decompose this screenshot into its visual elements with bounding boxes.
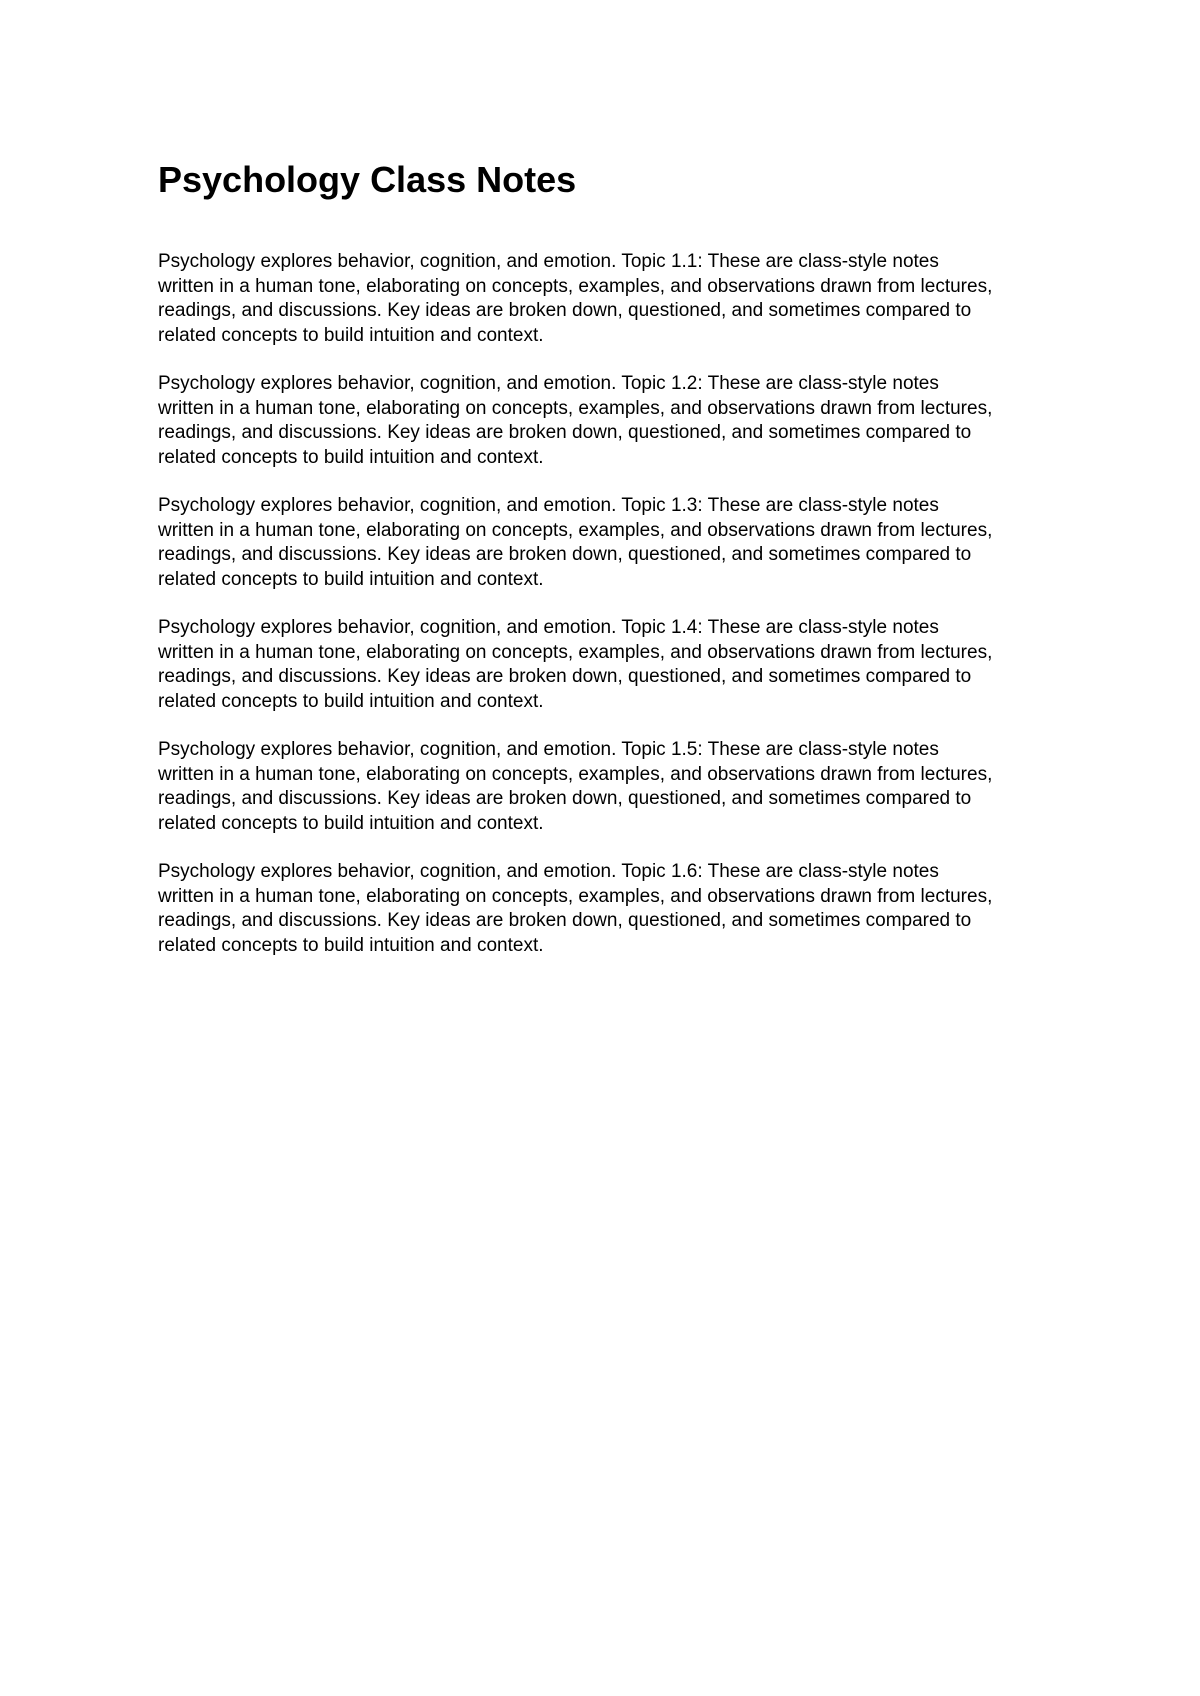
- paragraph-line: Psychology explores behavior, cognition, and emotion. Topic 1.4: These are class-style notes: [158, 617, 939, 638]
- paragraph-line: related concepts to build intuition and context.: [158, 812, 544, 834]
- paragraph-line: Psychology explores behavior, cognition, and emotion. Topic 1.1: These are class-style notes: [158, 251, 939, 272]
- paragraph-line: written in a human tone, elaborating on concepts, examples, and observations drawn from lectures,: [158, 641, 993, 663]
- note-paragraph-1-1: [158, 250, 1058, 348]
- paragraph-line: written in a human tone, elaborating on concepts, examples, and observations drawn from lectures,: [158, 519, 993, 541]
- note-paragraph-1-5: [158, 738, 1058, 836]
- paragraph-line: readings, and discussions. Key ideas are broken down, questioned, and sometimes compared to: [158, 300, 972, 321]
- paragraph-line: readings, and discussions. Key ideas are broken down, questioned, and sometimes compared to: [158, 910, 972, 931]
- paragraph-line: related concepts to build intuition and context.: [158, 568, 544, 590]
- paragraph-line: written in a human tone, elaborating on concepts, examples, and observations drawn from lectures,: [158, 275, 993, 297]
- note-paragraph-1-3: [158, 494, 1058, 592]
- paragraph-line: readings, and discussions. Key ideas are broken down, questioned, and sometimes compared to: [158, 544, 972, 565]
- paragraph-line: related concepts to build intuition and context.: [158, 690, 544, 712]
- paragraph-line: written in a human tone, elaborating on concepts, examples, and observations drawn from lectures,: [158, 397, 993, 419]
- notes-body: [158, 250, 1058, 982]
- paragraph-line: readings, and discussions. Key ideas are broken down, questioned, and sometimes compared to: [158, 666, 972, 687]
- paragraph-line: Psychology explores behavior, cognition, and emotion. Topic 1.3: These are class-style notes: [158, 495, 939, 516]
- paragraph-line: Psychology explores behavior, cognition, and emotion. Topic 1.2: These are class-style notes: [158, 373, 939, 394]
- paragraph-line: written in a human tone, elaborating on concepts, examples, and observations drawn from lectures,: [158, 885, 993, 907]
- paragraph-line: Psychology explores behavior, cognition, and emotion. Topic 1.5: These are class-style notes: [158, 739, 939, 760]
- paragraph-line: readings, and discussions. Key ideas are broken down, questioned, and sometimes compared to: [158, 788, 972, 809]
- paragraph-line: related concepts to build intuition and context.: [158, 324, 544, 346]
- paragraph-line: Psychology explores behavior, cognition, and emotion. Topic 1.6: These are class-style notes: [158, 861, 939, 882]
- note-paragraph-1-4: [158, 616, 1058, 714]
- paragraph-line: related concepts to build intuition and context.: [158, 446, 544, 468]
- note-paragraph-1-6: [158, 860, 1058, 958]
- page-title: Psychology Class Notes: [158, 159, 577, 200]
- note-paragraph-1-2: [158, 372, 1058, 470]
- paragraph-line: readings, and discussions. Key ideas are broken down, questioned, and sometimes compared to: [158, 422, 972, 443]
- paragraph-line: written in a human tone, elaborating on concepts, examples, and observations drawn from lectures,: [158, 763, 993, 785]
- paragraph-line: related concepts to build intuition and context.: [158, 934, 544, 956]
